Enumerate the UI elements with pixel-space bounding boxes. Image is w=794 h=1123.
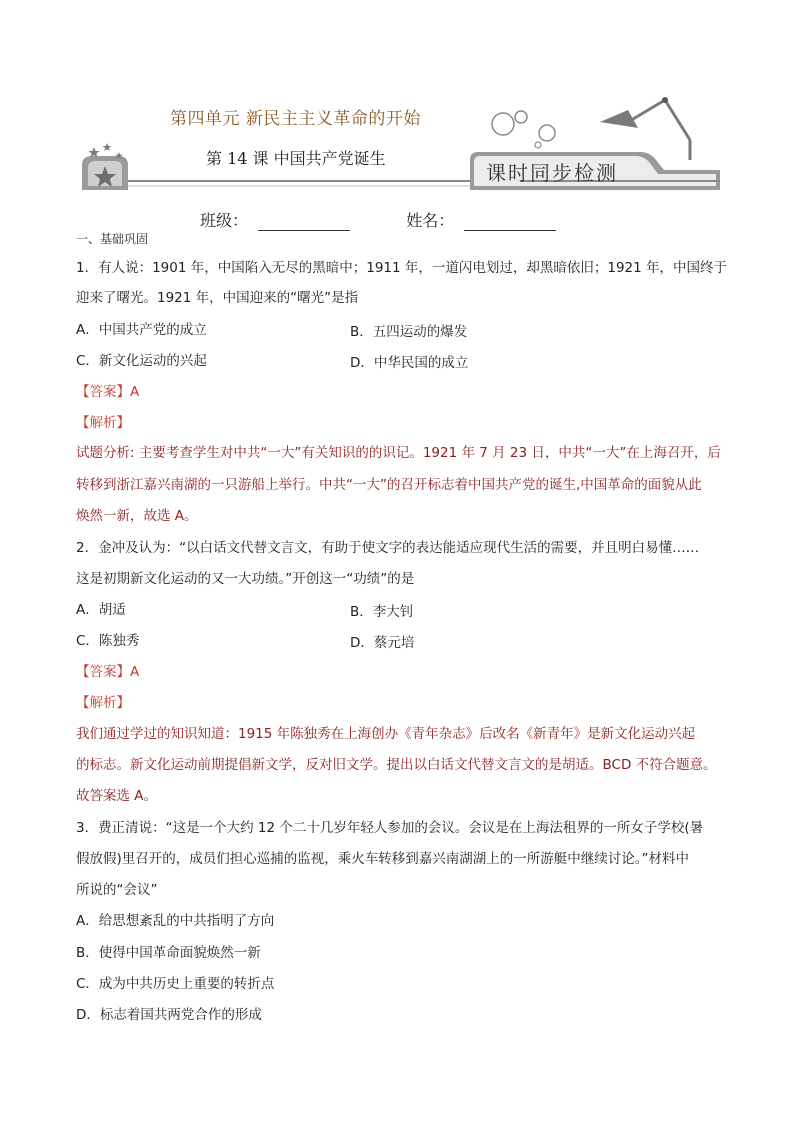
q3-option-a: A．给思想紊乱的中共指明了方向 xyxy=(76,913,275,929)
q2-option-a: A．胡适 xyxy=(76,602,126,618)
q1-option-c: C．新文化运动的兴起 xyxy=(76,353,207,369)
q2-explanation-line-2: 的标志。新文化运动前期提倡新文学，反对旧文学。提出以白话文代替文言文的是胡适。BCD 不符合题意。 xyxy=(76,757,717,773)
q2-stem-line-1: 2．金冲及认为：“以白话文代替文言文，有助于使文字的表达能适应现代生活的需要，并且明白易懂…… xyxy=(76,540,700,556)
q3-option-c: C．成为中共历史上重要的转折点 xyxy=(76,976,275,992)
q3-stem-line-2: 假放假)里召开的，成员们担心巡捕的监视，乘火车转移到嘉兴南湖湖上的一所游艇中继续讨论。”材料中 xyxy=(76,851,690,867)
bubbles-icon xyxy=(492,111,555,148)
sync-test-badge: 课时同步检测 xyxy=(486,161,618,185)
class-name-row xyxy=(200,208,556,231)
section-title: 一、基础巩固 xyxy=(76,232,149,246)
q2-stem-line-2: 这是初期新文化运动的又一大功绩。”开创这一“功绩”的是 xyxy=(76,571,415,587)
q1-option-b: B．五四运动的爆发 xyxy=(350,324,468,340)
q1-option-a: A．中国共产党的成立 xyxy=(76,322,207,338)
q1-option-d: D．中华民国的成立 xyxy=(350,355,469,371)
header-banner xyxy=(0,0,794,200)
q3-stem-line-3: 所说的“会议” xyxy=(76,882,158,898)
q2-explanation-line-3: 故答案选 A。 xyxy=(76,788,158,804)
desk-lamp-icon xyxy=(600,97,690,160)
name-label: 姓名： xyxy=(406,211,455,230)
q1-stem-line-2: 迎来了曙光。1921 年，中国迎来的“曙光”是指 xyxy=(76,290,359,306)
unit-title: 第四单元 新民主主义革命的开始 xyxy=(170,109,421,129)
q2-analysis-label: 【解析】 xyxy=(76,695,130,711)
class-label: 班级： xyxy=(200,211,249,230)
star-badge-icon xyxy=(82,143,128,190)
q1-analysis-label: 【解析】 xyxy=(76,415,130,431)
q3-stem-line-1: 3．费正清说：“这是一个大约 12 个二十几岁年轻人参加的会议。会议是在上海法租界的一所女子学校(暑 xyxy=(76,820,704,836)
q1-stem-line-1: 1．有人说：1901 年，中国陷入无尽的黑暗中；1911 年，一道闪电划过，却黑暗依旧；1921 年，中国终于 xyxy=(76,260,728,276)
q1-explanation-line-2: 转移到浙江嘉兴南湖的一只游船上举行。中共“一大”的召开标志着中国共产党的诞生,中国革命的面貌从此 xyxy=(76,477,702,493)
q2-option-b: B．李大钊 xyxy=(350,604,414,620)
lesson-title: 第 14 课 中国共产党诞生 xyxy=(206,149,386,168)
q2-explanation-line-1: 我们通过学过的知识知道：1915 年陈独秀在上海创办《青年杂志》后改名《新青年》是新文化运动兴起 xyxy=(76,726,696,742)
q3-option-b: B．使得中国革命面貌焕然一新 xyxy=(76,945,261,961)
name-blank xyxy=(464,216,556,231)
q2-option-d: D．蔡元培 xyxy=(350,635,415,651)
class-blank xyxy=(258,216,350,231)
q1-explanation-line-1: 试题分析: 主要考查学生对中共“一大”有关知识的的识记。1921 年 7 月 23 日，中共“一大”在上海召开，后 xyxy=(76,445,721,461)
q2-answer: 【答案】A xyxy=(76,664,140,680)
q1-answer: 【答案】A xyxy=(76,384,140,400)
q1-explanation-line-3: 焕然一新，故选 A。 xyxy=(76,508,198,524)
q3-option-d: D．标志着国共两党合作的形成 xyxy=(76,1007,262,1023)
q2-option-c: C．陈独秀 xyxy=(76,633,140,649)
